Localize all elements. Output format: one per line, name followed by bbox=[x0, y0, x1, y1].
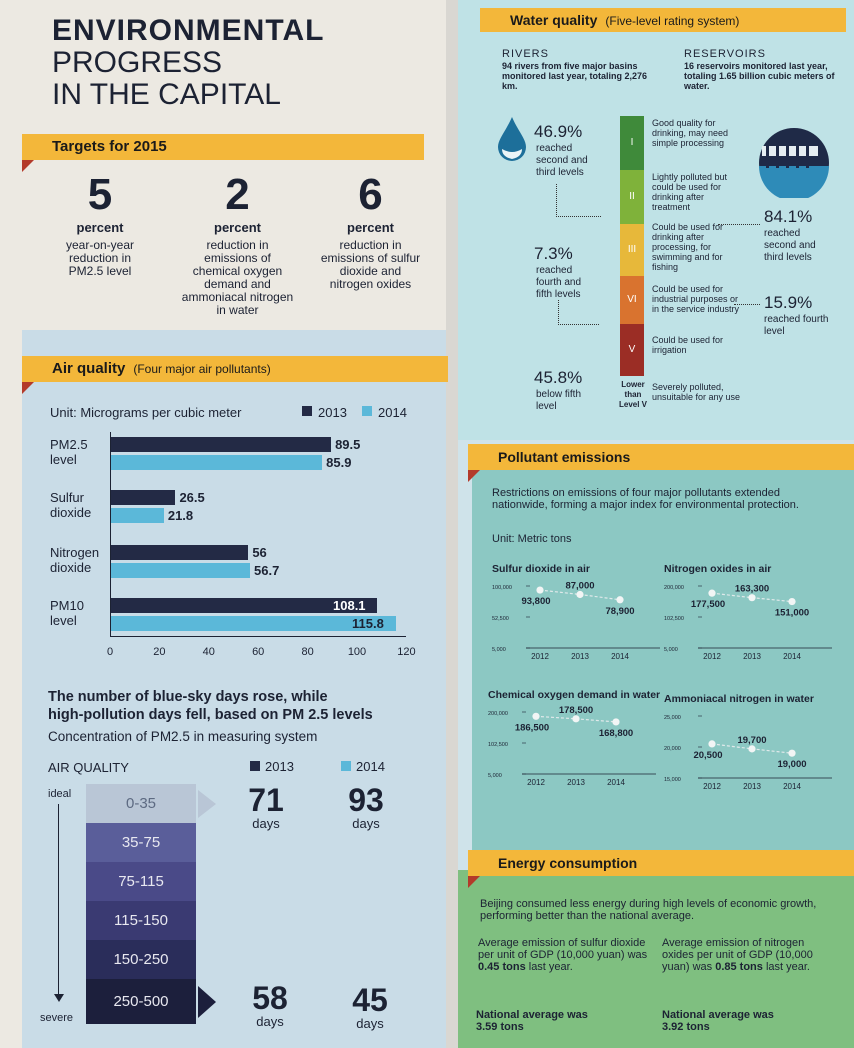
reservoir-pct-2: 15.9% bbox=[764, 293, 813, 312]
days-unit: days bbox=[256, 1014, 284, 1029]
emissions-unit: Unit: Metric tons bbox=[492, 533, 572, 545]
band-0-35: 0-35 bbox=[86, 784, 196, 823]
title-line2: PROGRESS bbox=[52, 46, 223, 79]
target-item-2 bbox=[180, 170, 295, 317]
data-label: 163,300 bbox=[734, 583, 770, 595]
energy-left-tail: last year. bbox=[528, 961, 573, 973]
water-level-4: VI bbox=[620, 276, 644, 324]
data-point bbox=[788, 598, 795, 605]
data-label: 19,700 bbox=[737, 734, 767, 746]
target-unit: percent bbox=[214, 220, 261, 235]
level-desc-4: Could be used for industrial purposes or in the service industry bbox=[652, 284, 740, 314]
energy-right-tail: last year. bbox=[765, 961, 810, 973]
bar-value-label: 85.9 bbox=[326, 455, 352, 470]
rivers-text-1: reached second and third levels bbox=[536, 143, 588, 178]
legend-label-2014: 2014 bbox=[378, 405, 407, 420]
banner-fold bbox=[468, 876, 480, 888]
bar-value-label: 56 bbox=[252, 545, 267, 560]
legend-swatch-2014 bbox=[341, 761, 351, 771]
headline-line2: high-pollution days fell, based on PM 2.5 levels bbox=[48, 707, 373, 723]
x-tick-label: 2012 bbox=[527, 778, 545, 787]
y-tick-label: 200,000 bbox=[664, 585, 684, 591]
legend-label-2013: 2013 bbox=[318, 405, 347, 420]
energy-left bbox=[478, 937, 648, 973]
target-number: 6 bbox=[358, 170, 383, 219]
y-tick-label: 100,000 bbox=[492, 585, 512, 591]
water-level-2: II bbox=[620, 170, 644, 224]
target-text: reduction in emissions of chemical oxygen demand and ammoniacal nitrogen in water bbox=[181, 238, 294, 317]
data-point bbox=[616, 596, 623, 603]
data-point bbox=[536, 586, 543, 593]
data-point bbox=[532, 713, 539, 720]
target-text: year-on-year reduction in PM2.5 level bbox=[65, 238, 135, 278]
target-unit: percent bbox=[76, 220, 124, 235]
y-axis bbox=[110, 432, 111, 637]
target-item-3 bbox=[318, 170, 423, 291]
bottom-band-pointer bbox=[198, 986, 216, 1018]
x-tick-label: 0 bbox=[106, 646, 114, 658]
category-label: PM10 level bbox=[50, 598, 84, 628]
bar-value-label: 89.5 bbox=[335, 437, 361, 452]
water-banner-sub: (Five-level rating system) bbox=[605, 14, 740, 28]
bar-2013 bbox=[110, 437, 331, 452]
data-label: 177,500 bbox=[690, 599, 726, 611]
scale-arrow-head bbox=[54, 994, 64, 1002]
data-point bbox=[612, 718, 619, 725]
category-label: Nitrogen dioxide bbox=[50, 545, 100, 575]
severe-label: severe bbox=[40, 1012, 74, 1024]
y-tick-label: 25,000 bbox=[664, 715, 681, 721]
x-axis bbox=[110, 636, 406, 637]
target-text: reduction in emissions of sulfur dioxide and nitrogen oxides bbox=[320, 238, 421, 291]
blue-sky-headline bbox=[48, 688, 373, 724]
reservoir-pct-1: 84.1% bbox=[764, 207, 813, 226]
x-tick-label: 2013 bbox=[743, 782, 761, 791]
national-value: 3.92 tons bbox=[662, 1021, 710, 1033]
energy-right-value: 0.85 tons bbox=[715, 961, 763, 973]
y-tick-label: 52,500 bbox=[492, 616, 509, 622]
bar-2014 bbox=[110, 455, 322, 470]
rivers-pct-1: 46.9% bbox=[534, 122, 583, 141]
band-250-500: 250-500 bbox=[86, 979, 196, 1024]
water-level-5: V bbox=[620, 324, 644, 376]
national-label: National average was bbox=[476, 1009, 588, 1021]
bar-value-label: 56.7 bbox=[254, 563, 280, 578]
x-tick-label: 2013 bbox=[571, 652, 589, 661]
energy-banner bbox=[468, 850, 854, 876]
data-point bbox=[576, 591, 583, 598]
data-label: 93,800 bbox=[521, 596, 551, 608]
days-unit: days bbox=[356, 1016, 384, 1031]
data-label: 78,900 bbox=[605, 605, 635, 617]
legend-swatch-2014 bbox=[362, 406, 372, 416]
rivers-pct-3: 45.8% bbox=[534, 368, 583, 387]
title-line3: IN THE CAPITAL bbox=[52, 78, 281, 111]
rivers-text-2: reached fourth and fifth levels bbox=[536, 265, 582, 300]
x-tick-label: 80 bbox=[301, 646, 314, 658]
target-item-1 bbox=[50, 170, 150, 278]
y-tick-label: 102,500 bbox=[488, 742, 508, 748]
right-panel bbox=[458, 0, 854, 1048]
reservoir-text-2: reached fourth level bbox=[764, 314, 829, 337]
legend-label-2013: 2013 bbox=[265, 759, 294, 774]
x-tick-label: 2012 bbox=[703, 782, 721, 791]
data-label: 20,500 bbox=[693, 749, 723, 761]
scale-arrow-line bbox=[58, 804, 59, 994]
x-tick-label: 2014 bbox=[783, 782, 801, 791]
small-chart-title: Nitrogen oxides in air bbox=[664, 563, 772, 575]
data-point bbox=[748, 745, 755, 752]
data-label: 87,000 bbox=[565, 580, 595, 592]
x-tick-label: 60 bbox=[252, 646, 265, 658]
y-tick-label: 5,000 bbox=[664, 647, 678, 653]
rivers-text: 94 rivers from five major basins monitored last year, totaling 2,276 km. bbox=[502, 61, 648, 91]
x-tick-label: 2014 bbox=[783, 652, 801, 661]
air-quality-scale-label: AIR QUALITY bbox=[48, 760, 129, 775]
reservoir-text-1: reached second and third levels bbox=[764, 228, 816, 263]
data-point bbox=[572, 715, 579, 722]
top-days-2014: 93 bbox=[348, 782, 384, 818]
data-point bbox=[788, 750, 795, 757]
category-label: Sulfur dioxide bbox=[50, 490, 92, 520]
target-number: 5 bbox=[87, 170, 113, 219]
bar-value-label: 21.8 bbox=[167, 508, 194, 523]
reservoirs-text: 16 reservoirs monitored last year, totaling 1.65 billion cubic meters of water. bbox=[684, 61, 835, 91]
energy-left-value: 0.45 tons bbox=[478, 961, 526, 973]
ideal-label: ideal bbox=[48, 788, 72, 800]
x-tick-label: 2012 bbox=[531, 652, 549, 661]
x-tick-label: 2014 bbox=[611, 652, 629, 661]
emissions-intro: Restrictions on emissions of four major pollutants extended nationwide, forming a major index for environmental protection. bbox=[492, 487, 799, 511]
x-tick-label: 20 bbox=[153, 646, 166, 658]
water-banner-label: Water quality bbox=[510, 12, 598, 28]
headline-line1: The number of blue-sky days rose, while bbox=[48, 689, 328, 705]
x-tick-label: 120 bbox=[397, 646, 416, 658]
y-tick-label: 200,000 bbox=[488, 711, 508, 717]
target-unit: percent bbox=[347, 220, 394, 235]
data-label: 151,000 bbox=[774, 607, 810, 619]
reservoirs-head: RESERVOIRS bbox=[684, 48, 766, 60]
small-chart-title: Chemical oxygen demand in water bbox=[488, 689, 661, 701]
data-point bbox=[748, 594, 755, 601]
band-115-150: 115-150 bbox=[86, 901, 196, 940]
target-number: 2 bbox=[225, 170, 250, 219]
x-tick-label: 40 bbox=[202, 646, 215, 658]
level-desc-1: Good quality for drinking, may need simple processing bbox=[652, 118, 729, 148]
air-unit: Unit: Micrograms per cubic meter bbox=[50, 405, 242, 420]
x-tick-label: 2012 bbox=[703, 652, 721, 661]
band-150-250: 150-250 bbox=[86, 940, 196, 979]
data-label: 186,500 bbox=[514, 722, 550, 734]
bar-2014 bbox=[110, 508, 164, 523]
energy-left-national bbox=[476, 1009, 588, 1033]
energy-right bbox=[662, 937, 832, 973]
bar-value-label: 108.1 bbox=[333, 598, 366, 613]
x-tick-label: 2013 bbox=[743, 652, 761, 661]
water-level-1: I bbox=[620, 116, 644, 170]
blue-sky-subhead: Concentration of PM2.5 in measuring system bbox=[48, 729, 318, 744]
emissions-banner-label: Pollutant emissions bbox=[498, 449, 631, 465]
bar-2014 bbox=[110, 563, 250, 578]
x-tick-label: 100 bbox=[347, 646, 367, 658]
data-point bbox=[708, 590, 715, 597]
level-desc-5: Could be used for irrigation bbox=[652, 335, 724, 355]
band-35-75: 35-75 bbox=[86, 823, 196, 862]
targets-banner bbox=[22, 134, 424, 160]
category-label: PM2.5 level bbox=[50, 437, 88, 467]
y-tick-label: 5,000 bbox=[492, 647, 506, 653]
top-band-pointer bbox=[198, 790, 216, 818]
level-desc-2: Lightly polluted but could be used for drinking after treatment bbox=[652, 172, 728, 212]
legend-swatch-2013 bbox=[250, 761, 260, 771]
days-unit: days bbox=[252, 816, 280, 831]
bar-value-label: 115.8 bbox=[352, 616, 384, 631]
y-tick-label: 20,000 bbox=[664, 746, 681, 752]
title-line1: ENVIRONMENTAL bbox=[52, 14, 325, 47]
y-tick-label: 5,000 bbox=[488, 773, 502, 779]
bottom-days-2013: 58 bbox=[252, 980, 288, 1016]
level-desc-3: Could be used for drinking after processing, for swimming and for fishing bbox=[652, 222, 724, 272]
rivers-text-3: below fifth level bbox=[536, 389, 582, 412]
bar-2013 bbox=[110, 490, 175, 505]
small-chart-title: Ammoniacal nitrogen in water bbox=[664, 693, 814, 705]
y-tick-label: 15,000 bbox=[664, 777, 681, 783]
band-75-115: 75-115 bbox=[86, 862, 196, 901]
air-quality-banner bbox=[22, 356, 448, 382]
bar-value-label: 26.5 bbox=[179, 490, 205, 505]
energy-right-national bbox=[662, 1009, 774, 1033]
targets-banner-label: Targets for 2015 bbox=[52, 138, 167, 155]
water-level-3: III bbox=[620, 224, 644, 276]
days-unit: days bbox=[352, 816, 380, 831]
x-tick-label: 2013 bbox=[567, 778, 585, 787]
legend-label-2014: 2014 bbox=[356, 759, 385, 774]
data-label: 19,000 bbox=[777, 759, 807, 771]
rivers-head: RIVERS bbox=[502, 48, 549, 60]
data-label: 168,800 bbox=[598, 727, 634, 739]
air-quality-banner-label: Air quality bbox=[52, 360, 126, 377]
energy-right-text: Average emission of nitrogen oxides per unit of GDP (10,000 yuan) was bbox=[662, 937, 813, 973]
data-point bbox=[708, 740, 715, 747]
lower-level-label: Lower than Level V bbox=[618, 380, 647, 409]
small-chart-title: Sulfur dioxide in air bbox=[492, 563, 591, 575]
bottom-days-2014: 45 bbox=[352, 982, 388, 1018]
energy-intro: Beijing consumed less energy during high levels of economic growth, performing better than the national average. bbox=[480, 898, 817, 922]
air-quality-banner-sub: (Four major air pollutants) bbox=[133, 362, 271, 376]
x-tick-label: 2014 bbox=[607, 778, 625, 787]
data-label: 178,500 bbox=[558, 704, 594, 716]
level-desc-6: Severely polluted, unsuitable for any use bbox=[652, 382, 741, 402]
banner-fold bbox=[22, 382, 34, 394]
banner-fold bbox=[22, 160, 34, 172]
national-label: National average was bbox=[662, 1009, 774, 1021]
energy-left-text: Average emission of sulfur dioxide per unit of GDP (10,000 yuan) was bbox=[478, 937, 648, 961]
energy-banner-label: Energy consumption bbox=[498, 855, 638, 871]
national-value: 3.59 tons bbox=[476, 1021, 524, 1033]
emissions-charts bbox=[458, 0, 854, 1048]
y-tick-label: 102,500 bbox=[664, 616, 684, 622]
bar-2013 bbox=[110, 545, 248, 560]
rivers-pct-2: 7.3% bbox=[534, 244, 573, 263]
top-days-2013: 71 bbox=[248, 782, 284, 818]
legend-swatch-2013 bbox=[302, 406, 312, 416]
